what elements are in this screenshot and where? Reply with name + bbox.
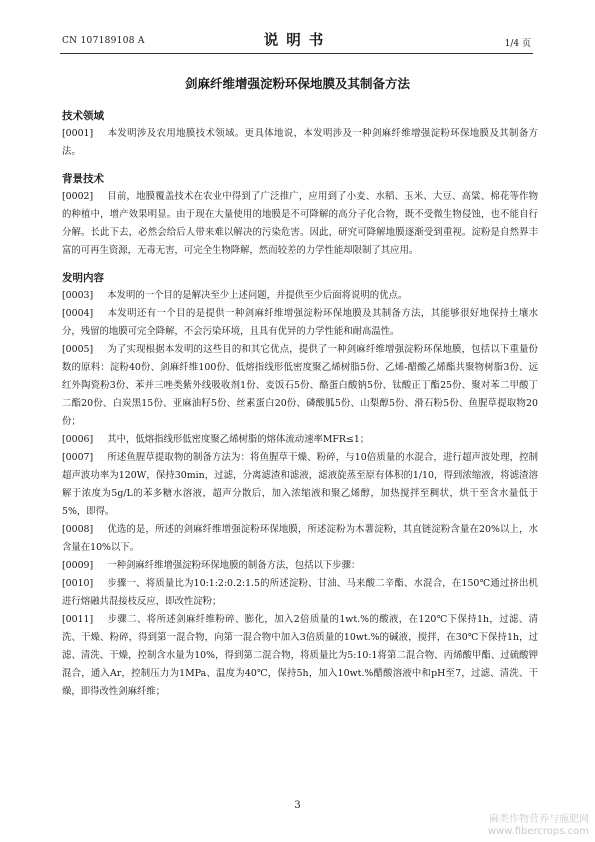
paragraph-number: [0001]	[62, 128, 94, 139]
section-heading-summary: 发明内容	[62, 272, 104, 284]
paragraph-text: 本发明的一个目的是解决至少上述问题，并提供至少后面将说明的优点。	[107, 290, 408, 301]
document-body	[62, 108, 538, 701]
paragraph-text: 本发明还有一个目的是提供一种剑麻纤维增强淀粉环保地膜及其制备方法，其能够很好地保持土壤水分，残留的地膜可完全降解，不会污染环境，且具有优异的力学性能和耐高温性。	[62, 308, 538, 337]
paragraph-number: [0011]	[62, 614, 94, 625]
watermark-url: www.fibercrops.com	[487, 826, 589, 837]
paragraph	[62, 611, 538, 701]
paragraph	[62, 305, 538, 341]
paragraph-number: [0010]	[62, 578, 94, 589]
paragraph-text: 为了实现根据本发明的这些目的和其它优点，提供了一种剑麻纤维增强淀粉环保地膜，包括以下重量份数的原料：淀粉40份、剑麻纤维100份、低熔指线形低密度聚乙烯树脂5份、乙烯-醋酸乙烯酯共聚物树脂3份、远红外陶瓷粉3份、苯并三唑类紫外线吸收剂1份、麦饭石5份、酪蛋白酸钠5份、钛酸正丁酯25份、聚对苯二甲酸丁二酯20份、白炭黑15份、亚麻油籽5份、丝素蛋白20份、磷酸胍5份、山梨醇5份、滑石粉5份、鱼腥草提取物20份；	[62, 344, 538, 427]
paragraph	[62, 188, 538, 260]
section-heading-technical-field: 技术领域	[62, 110, 104, 122]
paragraph-number: [0002]	[62, 191, 94, 202]
header-doc-number: CN 107189108 A	[62, 36, 145, 46]
paragraph	[62, 521, 538, 557]
header-page-indicator: 1/4 页	[504, 39, 531, 49]
page-number: 3	[294, 800, 301, 811]
paragraph-text: 一种剑麻纤维增强淀粉环保地膜的制备方法，包括以下步骤：	[107, 560, 361, 571]
paragraph-text: 优选的是，所述的剑麻纤维增强淀粉环保地膜，所述淀粉为木薯淀粉，其直链淀粉含量在20%以上，水含量在10%以下。	[62, 524, 538, 553]
paragraph-text: 步骤一、将质量比为10:1:2:0.2:1.5的所述淀粉、甘油、马来酸二辛酯、水混合，在150℃通过挤出机进行熔融共混接枝反应，即改性淀粉；	[62, 578, 538, 607]
paragraph-number: [0006]	[62, 434, 94, 445]
watermark	[488, 814, 589, 838]
paragraph-number: [0009]	[62, 560, 94, 571]
paragraph	[62, 431, 538, 449]
paragraph-number: [0007]	[62, 452, 94, 463]
document-title: 剑麻纤维增强淀粉环保地膜及其制备方法	[184, 76, 410, 91]
paragraph-number: [0004]	[62, 308, 94, 319]
header-section-title: 说明书	[263, 32, 332, 49]
paragraph	[62, 125, 538, 161]
paragraph	[62, 341, 538, 431]
paragraph-text: 目前，地膜覆盖技术在农业中得到了广泛推广，应用到了小麦、水稻、玉米、大豆、高粱、棉花等作物的种植中，增产效果明显。由于现在大量使用的地膜是不可降解的高分子化合物，既不受微生物侵蚀，也不能自行分解。长此下去，必然会给后人带来难以解决的污染危害。因此，研究可降解地膜逐渐受到重视。淀粉是自然界丰富的可再生资源，无毒无害，可完全生物降解，然而较差的力学性能却限制了其应用。	[62, 191, 538, 256]
paragraph-number: [0003]	[62, 290, 94, 301]
paragraph	[62, 557, 538, 575]
header-divider	[60, 53, 533, 54]
paragraph	[62, 449, 538, 521]
paragraph	[62, 287, 538, 305]
paragraph	[62, 575, 538, 611]
paragraph-text: 本发明涉及农用地膜技术领域。更具体地说，本发明涉及一种剑麻纤维增强淀粉环保地膜及其制备方法。	[62, 128, 538, 157]
watermark-text: 麻类作物营养与施肥网	[489, 814, 589, 825]
paragraph-text: 步骤二、将所述剑麻纤维粉碎、膨化，加入2倍质量的1wt.%的酸液，在120℃下保持1h，过滤、清洗、干燥、粉碎，得到第一混合物，向第一混合物中加入3倍质量的10wt.%的碱液，搅拌，在30℃下保持1h，过滤、清洗、干燥，控制含水量为10%，得到第二混合物，将质量比为5:10:1将第二混合物、丙烯酸甲酯、过硫酸钾混合，通入Ar，控制压力为1MPa、温度为40℃，保持5h，加入10wt.%醋酸溶液中和pH至7，过滤、清洗、干燥，即得改性剑麻纤维；	[62, 614, 538, 697]
paragraph-number: [0005]	[62, 344, 94, 355]
paragraph-text: 其中，低熔指线形低密度聚乙烯树脂的熔体流动速率MFR≤1；	[107, 434, 370, 445]
paragraph-number: [0008]	[62, 524, 94, 535]
paragraph-text: 所述鱼腥草提取物的制备方法为：将鱼腥草干燥、粉碎，与10倍质量的水混合，进行超声波处理，控制超声波功率为120W，保持30min，过滤，分离滤渣和滤液，滤液旋蒸至原有体积的1/10，得到浓缩液，将滤渣溶解于浓度为5g/L的苯多糖水溶液，超声分散后，加入浓缩液和聚乙烯醇，加热搅拌至稠状，烘干至含水量低于5%，即得。	[62, 452, 538, 517]
section-heading-background: 背景技术	[62, 173, 104, 185]
